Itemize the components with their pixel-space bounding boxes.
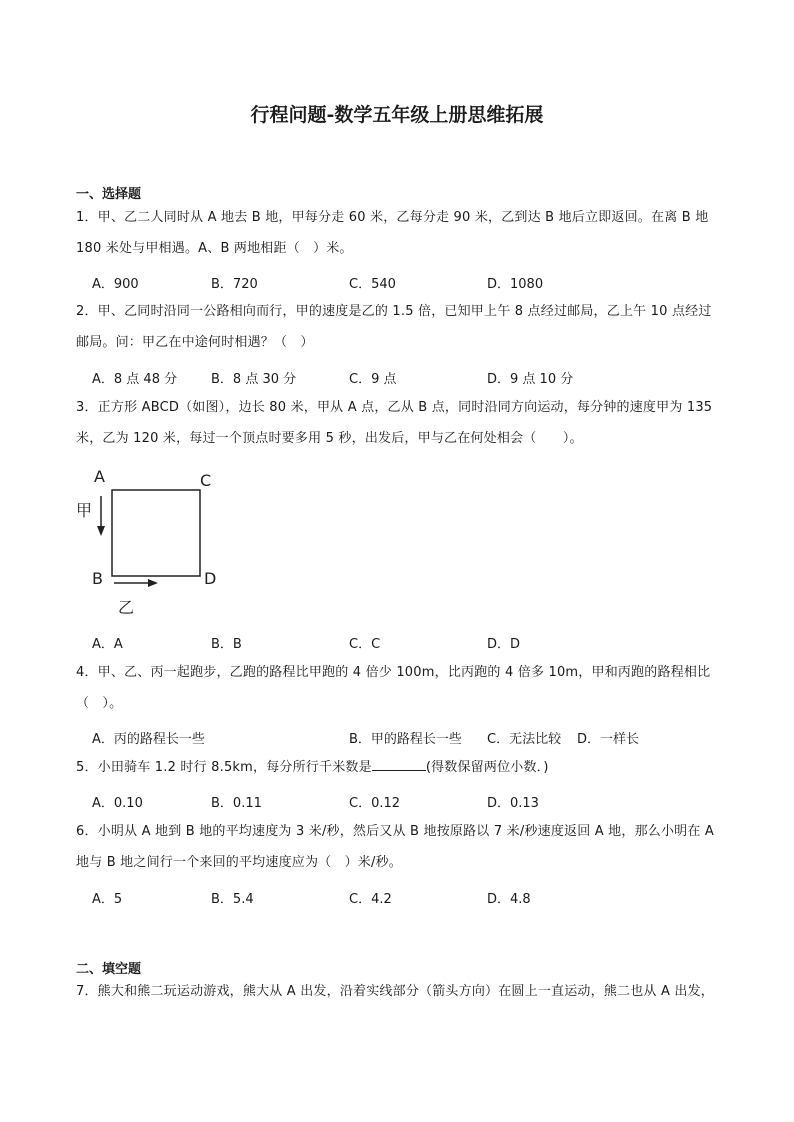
q4-option-a: A．丙的路程长一些 [92, 732, 205, 747]
question-2-line-1: 2．甲、乙同时沿同一公路相向而行，甲的速度是乙的 1.5 倍，已知甲上午 8 点经过邮局，乙上午 10 点经过 [76, 304, 712, 319]
answer-blank [372, 758, 426, 771]
question-5-note: (得数保留两位小数．) [425, 760, 549, 775]
q2-option-b: B．8 点 30 分 [211, 372, 297, 387]
question-5-text: 5．小田骑车 1.2 时行 8.5km，每分所行千米数是 [76, 760, 372, 775]
question-1-line-1: 1．甲、乙二人同时从 A 地去 B 地，甲每分走 60 米，乙每分走 90 米，乙到达 B 地后立即返回。在离 B 地 [76, 210, 709, 225]
q4-option-b: B．甲的路程长一些 [349, 732, 462, 747]
vertex-label-a: A [94, 467, 105, 486]
question-3-line-2: 米，乙为 120 米，每过一个顶点时要多用 5 秒，出发后，甲与乙在何处相会（ ）。 [76, 431, 583, 446]
question-6-line-2: 地与 B 地之间行一个来回的平均速度应为（ ）米/秒。 [76, 855, 402, 870]
question-7 [76, 976, 726, 1007]
vertex-label-b: B [92, 569, 103, 588]
question-7-line-1: 7．熊大和熊二玩运动游戏，熊大从 A 出发，沿着实线部分（箭头方向）在圆上一直运动，熊二也从 A 出发， [76, 984, 714, 999]
page-title: 行程问题-数学五年级上册思维拓展 [250, 104, 544, 126]
vertex-label-c: C [200, 471, 212, 490]
question-2-line-2: 邮局。问：甲乙在中途何时相遇？（ ） [76, 335, 314, 350]
vertex-label-d: D [204, 569, 217, 588]
q1-option-a: A．900 [92, 277, 139, 292]
square-abcd-figure [76, 464, 236, 620]
q5-option-a: A．0.10 [92, 796, 143, 811]
q3-option-b: B．B [211, 637, 242, 652]
section-heading-choice: 一、选择题 [76, 187, 142, 202]
q2-option-c: C．9 点 [349, 372, 397, 387]
q1-option-c: C．540 [349, 277, 396, 292]
q5-option-c: C．0.12 [349, 796, 401, 811]
q6-option-c: C．4.2 [349, 892, 392, 907]
question-4-line-1: 4．甲、乙、丙一起跑步，乙跑的路程比甲跑的 4 倍少 100m，比丙跑的 4 倍多 10m，甲和丙跑的路程相比 [76, 665, 711, 680]
arrow-right-icon [114, 579, 158, 587]
question-3 [76, 392, 726, 454]
question-1-line-2: 180 米处与甲相遇。A、B 两地相距（ ）米。 [76, 241, 353, 256]
question-4 [76, 657, 726, 719]
q6-option-d: D．4.8 [487, 892, 531, 907]
question-2 [76, 296, 726, 358]
label-jia: 甲 [76, 501, 93, 520]
question-1 [76, 202, 726, 264]
q2-option-d: D．9 点 10 分 [487, 372, 574, 387]
q1-option-b: B．720 [211, 277, 258, 292]
q1-option-d: D．1080 [487, 277, 544, 292]
question-6 [76, 816, 726, 878]
question-5 [76, 752, 726, 783]
q3-option-a: A．A [92, 637, 123, 652]
q5-option-d: D．0.13 [487, 796, 539, 811]
q3-option-c: C．C [349, 637, 381, 652]
q6-option-b: B．5.4 [211, 892, 254, 907]
section-heading-fill: 二、填空题 [76, 962, 142, 977]
arrow-down-icon [97, 496, 105, 536]
q2-option-a: A．8 点 48 分 [92, 372, 178, 387]
q3-option-d: D．D [487, 637, 521, 652]
square-outline [112, 490, 200, 576]
question-3-line-1: 3．正方形 ABCD（如图），边长 80 米，甲从 A 点，乙从 B 点，同时沿同方向运动，每分钟的速度甲为 135 [76, 400, 713, 415]
question-6-line-1: 6．小明从 A 地到 B 地的平均速度为 3 米/秒，然后又从 B 地按原路以 7 米/秒速度返回 A 地，那么小明在 A [76, 824, 715, 839]
q4-option-d: D．一样长 [577, 732, 640, 747]
label-yi: 乙 [118, 598, 135, 617]
q5-option-b: B．0.11 [211, 796, 262, 811]
q6-option-a: A．5 [92, 892, 123, 907]
question-4-line-2: （ ）。 [76, 696, 123, 711]
q4-option-c: C．无法比较 [487, 732, 562, 747]
